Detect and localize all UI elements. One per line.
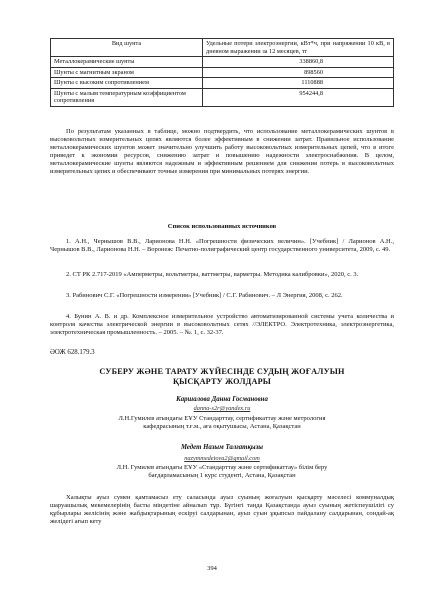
affiliation-line: кафедрасының т.ғ.м., аға оқытушысы, Астана, Қазақстан — [143, 423, 301, 430]
table-header-cell: Удельные потери электроэнергии, кВт*ч, при напряжении 10 кВ, в дневном выражении за 12 месяцев, тг — [203, 39, 394, 57]
reference-item: 2. СТ РК 2.717-2019 «Амперметры, вольтметры, ваттметры, варметры. Методика калибровки», 2020, с. 3. — [66, 271, 359, 278]
author-email-link[interactable]: danna-s2r@yandex.ru — [193, 405, 251, 412]
body-paragraph: Халықты ауыз сумен қамтамасыз ету саласында ауыз суының жоғалуын қысқарту мәселесі коммуналдық шаруашылық мекемелерінің басты міндетіне айналып тұр. Бүгінгі таңда Қазақстанда ауыз суының жетіспеушілігі су құбырлары желісінің және жабдықтарының ескіруі салдарынан, ауыз суын ұқыпсыз пайдалану салдарынан, сондай-ақ желідегі ағып кету — [50, 494, 394, 525]
author-email-link[interactable]: nazymmedetova2@gmail.com — [184, 455, 260, 462]
reference-item: 3. Рабинович С.Г. «Погрешности измерения» [Учебник] / С.Г. Рабинович. – Л Энергия, 2008, с. 262. — [66, 292, 343, 299]
article-title-line: ҚЫСҚАРТУ ЖОЛДАРЫ — [172, 377, 272, 386]
page-number: 394 — [207, 565, 217, 572]
affiliation-line: Л.Н. Гумилев атындағы ЕҰУ «Стандарттау және сертификаттау» білім беру — [116, 464, 328, 471]
table-cell: Шунты с малым температурным коэффициентом сопротивления — [51, 88, 203, 106]
table-cell: Шунты с высоким сопротивлением — [51, 78, 203, 89]
table-row — [51, 57, 394, 68]
table-row — [51, 78, 394, 89]
affiliation-line: бағдарламасының 1 курс студенті, Астана, Қазақстан — [148, 472, 296, 479]
affiliation-line: Л.Н.Гумилев атындағы ЕҰУ Стандарттау, сертификаттау және метрология — [118, 415, 326, 422]
author-affiliation — [50, 464, 394, 480]
shunt-losses-table — [50, 38, 394, 107]
table-cell: 954244,8 — [203, 88, 394, 106]
udk-code: ӘОЖ 628.179.3 — [50, 349, 95, 356]
table-cell: Металлокерамические шунты — [51, 57, 203, 68]
table-header-row — [51, 39, 394, 57]
table-row — [51, 67, 394, 78]
reference-item: 1. А.Н., Чернышов В.В., Ларионова Н.Н. «Погрешности физических величин». [Учебник] / Ларионов А.Н., Чернышов В.В., Ларионова Н.Н. – Воронеж: Печатно-полиграфический центр государственного университета, 2009, с. 49. — [50, 238, 394, 253]
table-cell: 898560 — [203, 67, 394, 78]
conclusion-paragraph: По результатам указанных в таблице, можно подтвердить, что использование металлокерамических шунтов в высоковольтных измерительных цепях являются более эффективным в снижении затрат. Правильное использование металлокерамических шунтов может значительно улучшить работу высоковольтных измерительных цепей, что в итоге приведет к экономии ресурсов, снижению затрат и повышению надежности электроснабжения. В целом, металлокерамические шунты являются надежным и эффективным решением для снижения потерь в высоковольтных измерительных цепях и обеспечивают точные измерения при минимальных потерях энергии. — [50, 128, 394, 175]
references-heading: Список использованных источников — [167, 223, 277, 230]
reference-item: 4. Бунин А. В. и др. Комплексное измерительное устройство автоматизированной системы учета количества и контроля качества электрической энергии в высоковольтных сетях //ЭЛЕКТРО. Электротехника, электроэнергетика, электротехническая промышленность. – 2005. – №. 1, с. 32-37. — [50, 313, 394, 336]
table-cell: 1110888 — [203, 78, 394, 89]
table-cell: Шунты с магнитным экраном — [51, 67, 203, 78]
author-name: Медет Назым Талғатқызы — [180, 444, 263, 451]
author-name: Каршалова Данна Госмановна — [176, 396, 268, 403]
article-title-line: СУБЕРУ ЖӘНЕ ТАРАТУ ЖҮЙЕСІНДЕ СУДЫҢ ЖОҒАЛУЫН — [99, 367, 345, 376]
author-affiliation — [50, 415, 394, 431]
table-header-cell: Вид шунта — [51, 39, 203, 57]
table-row — [51, 88, 394, 106]
table-cell: 338860,8 — [203, 57, 394, 68]
article-title — [50, 367, 394, 387]
